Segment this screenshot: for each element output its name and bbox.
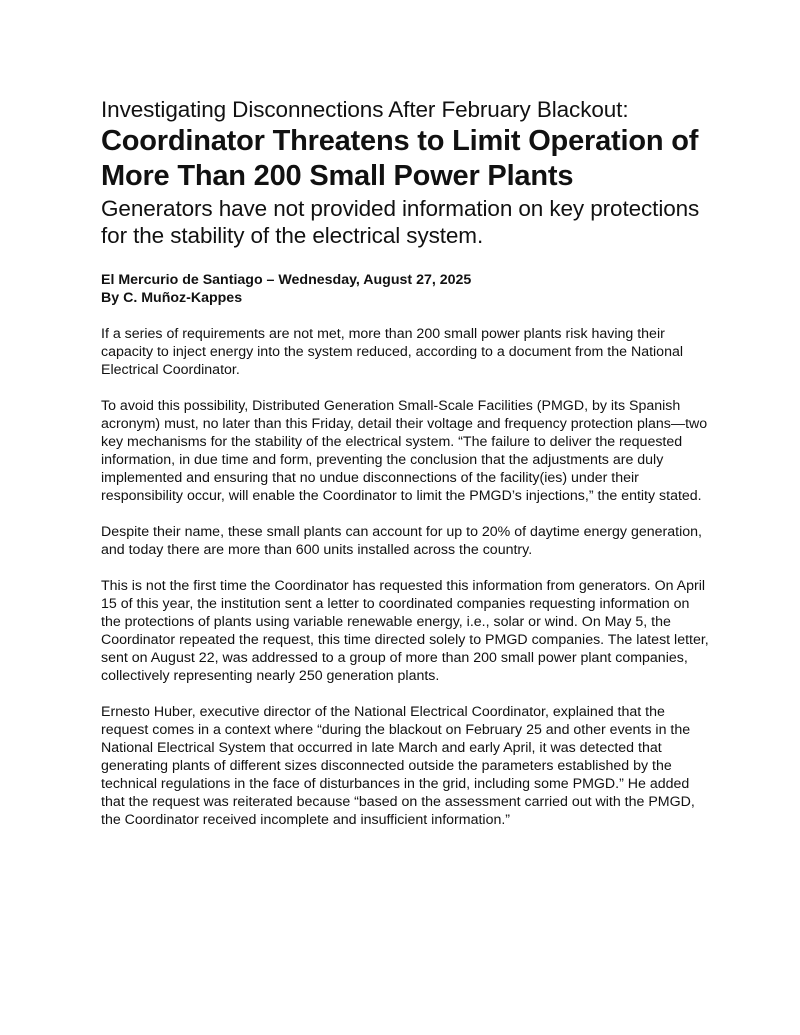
article-body	[101, 325, 711, 829]
paragraph: Ernesto Huber, executive director of the National Electrical Coordinator, explained that the request comes in a context where “during the blackout on February 25 and other events in the National Electrical System that occurred in late March and early April, it was detected that generating plants of different sizes disconnected outside the parameters established by the technical regulations in the face of disturbances in the grid, including some PMGD.” He added that the request was reiterated because “based on the assessment carried out with the PMGD, the Coordinator received incomplete and insufficient information.”	[101, 704, 695, 828]
author-line: By C. Muñoz-Kappes	[101, 290, 243, 306]
paragraph: Despite their name, these small plants can account for up to 20% of daytime energy generation, and today there are more than 600 units installed across the country.	[101, 524, 702, 558]
paragraph: To avoid this possibility, Distributed Generation Small-Scale Facilities (PMGD, by its Spanish acronym) must, no later than this Friday, detail their voltage and frequency protection plans—two key mechanisms for the stability of the electrical system. “The failure to deliver the requested information, in due time and form, preventing the conclusion that the adjustments are duly implemented and ensuring that no undue disconnections of the facility(ies) under their responsibility occur, will enable the Coordinator to limit the PMGD’s injections,” the entity stated.	[101, 398, 708, 504]
article-headline: Coordinator Threatens to Limit Operation of More Than 200 Small Power Plants	[101, 125, 699, 192]
source-line: El Mercurio de Santiago – Wednesday, August 27, 2025	[101, 272, 472, 288]
paragraph: This is not the first time the Coordinator has requested this information from generators. On April 15 of this year, the institution sent a letter to coordinated companies requesting information on the protections of plants using variable renewable energy, i.e., solar or wind. On May 5, the Coordinator repeated the request, this time directed solely to PMGD companies. The latest letter, sent on August 22, was addressed to a group of more than 200 small power plant companies, collectively representing nearly 250 generation plants.	[101, 578, 709, 684]
article	[101, 96, 711, 847]
article-subhead: Generators have not provided information on key protections for the stability of the electrical system.	[101, 196, 700, 248]
byline	[101, 271, 711, 307]
paragraph: If a series of requirements are not met, more than 200 small power plants risk having their capacity to inject energy into the system reduced, according to a document from the National Electrical Coordinator.	[101, 326, 683, 378]
article-kicker: Investigating Disconnections After February Blackout:	[101, 97, 629, 122]
